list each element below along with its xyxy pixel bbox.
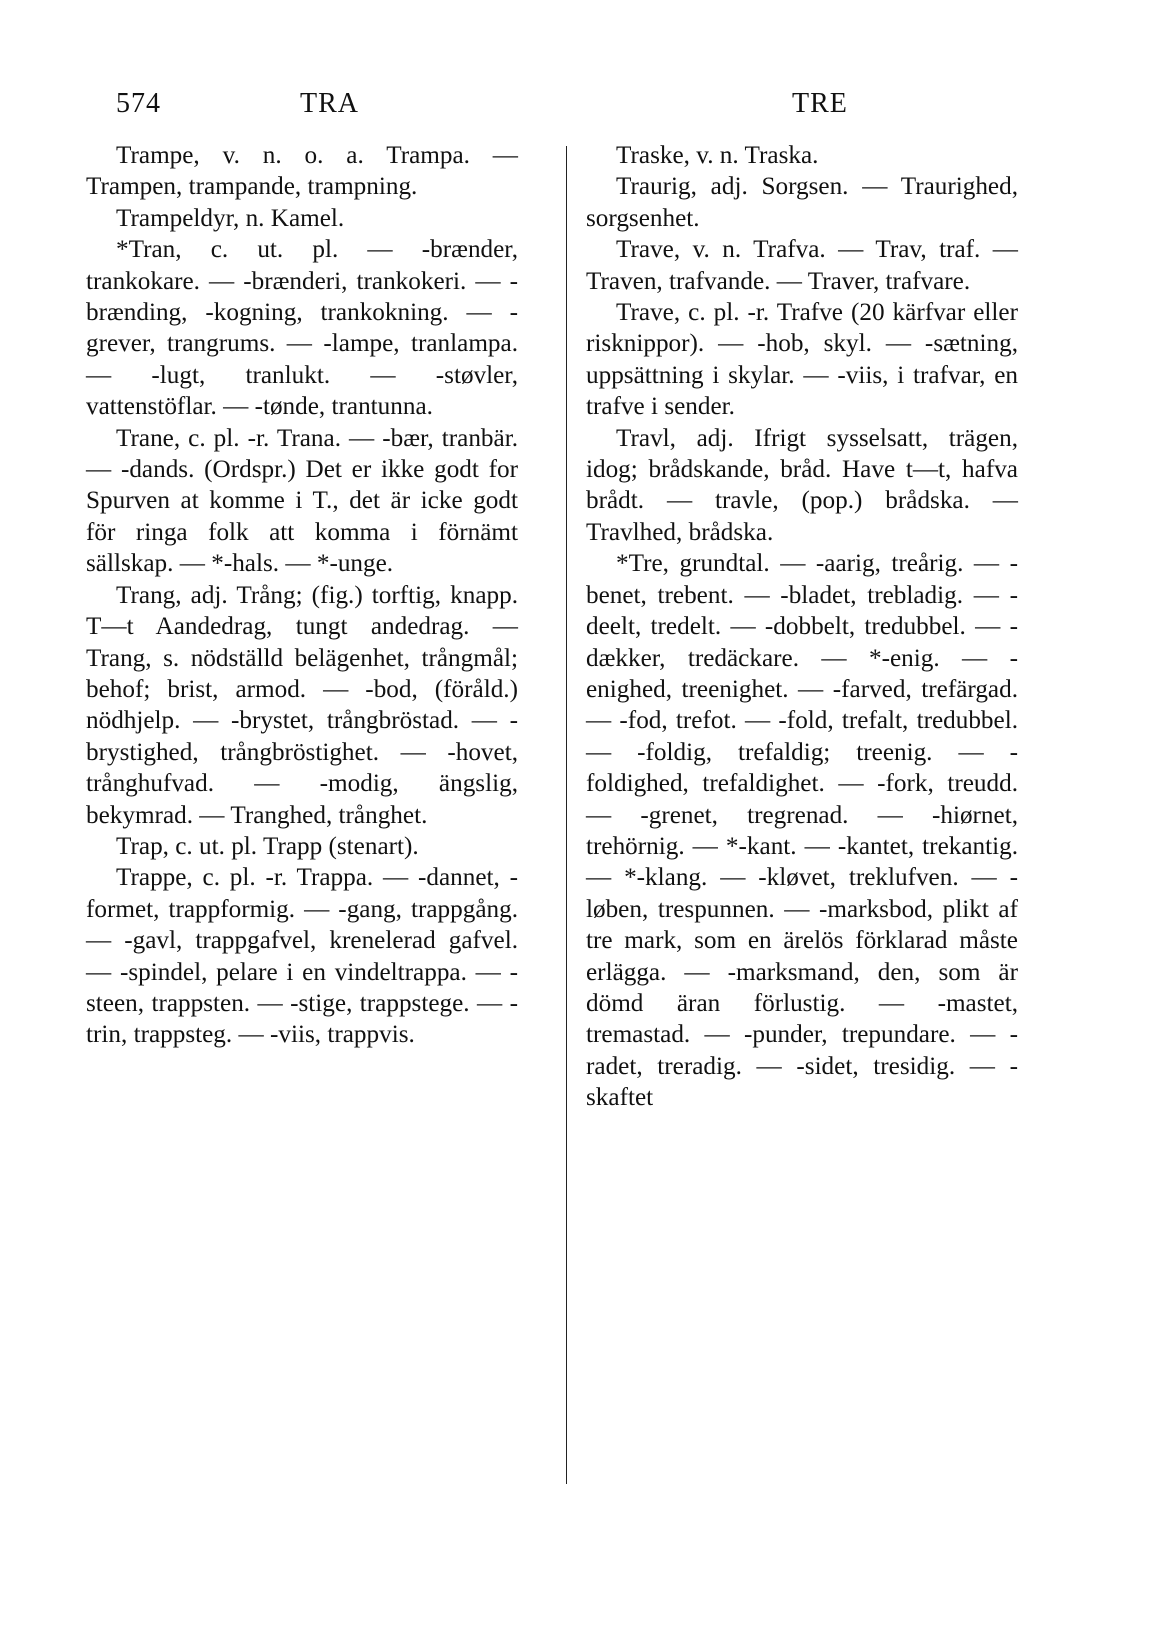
dictionary-entry: Trappe, c. pl. -r. Trappa. — -dannet, -formet, trappformig. — -gang, trappgång. — -gavl, trappgafvel, krenelerad gafvel. — -spindel, pelare i en vindeltrappa. — -steen, trappsten. — -stige, trappstege. — -trin, trappsteg. — -viis, trappvis.	[86, 864, 518, 1049]
dictionary-entry: Traurig, adj. Sorgsen. — Traurighed, sorgsenhet.	[586, 173, 1018, 232]
dictionary-entry: Trampe, v. n. o. a. Trampa. — Trampen, trampande, trampning.	[86, 142, 518, 201]
dictionary-entry: Travl, adj. Ifrigt sysselsatt, trägen, idog; brådskande, bråd. Have t—t, hafva brådt. — travle, (pop.) brådska. — Travlhed, brådska.	[586, 424, 1018, 546]
right-column	[586, 140, 1018, 1114]
dictionary-entry: Trave, c. pl. -r. Trafve (20 kärfvar eller risknippor). — -hob, skyl. — -sætning, uppsättning i skylar. — -viis, i trafvar, en trafve i sender.	[586, 299, 1018, 421]
right-guide-word: TRE	[792, 88, 848, 119]
dictionary-entry: Trang, adj. Trång; (fig.) torftig, knapp. T—t Aandedrag, tungt andedrag. — Trang, s. nödställd belägenhet, trångmål; behof; brist, armod. — -bod, (föråld.) nödhjelp. — -brystet, trångbröstad. — -brystighed, trångbröstighet. — -hovet, trånghufvad. — -modig, ängslig, bekymrad. — Tranghed, trånghet.	[86, 581, 518, 829]
dictionary-entry: Traske, v. n. Traska.	[616, 142, 819, 169]
column-divider	[566, 146, 567, 1484]
dictionary-entry: Trane, c. pl. -r. Trana. — -bær, tranbär. — -dands. (Ordspr.) Det er ikke godt for Spurven at komme i T., det är icke godt för ringa folk att komma i förnämt sällskap. — *-hals. — *-unge.	[86, 424, 518, 578]
dictionary-entry: *Tran, c. ut. pl. — -brænder, trankokare. — -brænderi, trankokeri. — -brænding, -kogning, trankokning. — -grever, trangrums. — -lampe, tranlampa. — -lugt, tranlukt. — -støvler, vattenstöflar. — -tønde, trantunna.	[86, 236, 518, 421]
dictionary-entry: *Tre, grundtal. — -aarig, treårig. — -benet, trebent. — -bladet, trebladig. — -deelt, tredelt. — -dobbelt, tredubbel. — -dækker, tredäckare. — *-enig. — -enighed, treenighet. — -farved, trefärgad. — -fod, trefot. — -fold, trefalt, tredubbel. — -foldig, trefaldig; treenig. — -foldighed, trefaldighet. — -fork, treudd. — -grenet, tregrenad. — -hiørnet, trehörnig. — *-kant. — -kantet, trekantig. — *-klang. — -kløvet, treklufven. — -løben, trespunnen. — -marksbod, plikt af tre mark, som en ärelös förklarad måste erlägga. — -marksmand, den, som är dömd äran förlustig. — -mastet, tremastad. — -punder, trepundare. — -radet, treradig. — -sidet, tresidig. — -skaftet	[586, 550, 1018, 1112]
left-column	[86, 140, 518, 1051]
dictionary-entry: Trap, c. ut. pl. Trapp (stenart).	[116, 832, 419, 860]
page-number: 574	[116, 88, 161, 119]
page-header	[0, 88, 1152, 128]
dictionary-entry: Trave, v. n. Trafva. — Trav, traf. — Traven, trafvande. — Traver, trafvare.	[586, 236, 1018, 295]
left-guide-word: TRA	[300, 88, 359, 119]
dictionary-entry: Trampeldyr, n. Kamel.	[116, 204, 345, 232]
